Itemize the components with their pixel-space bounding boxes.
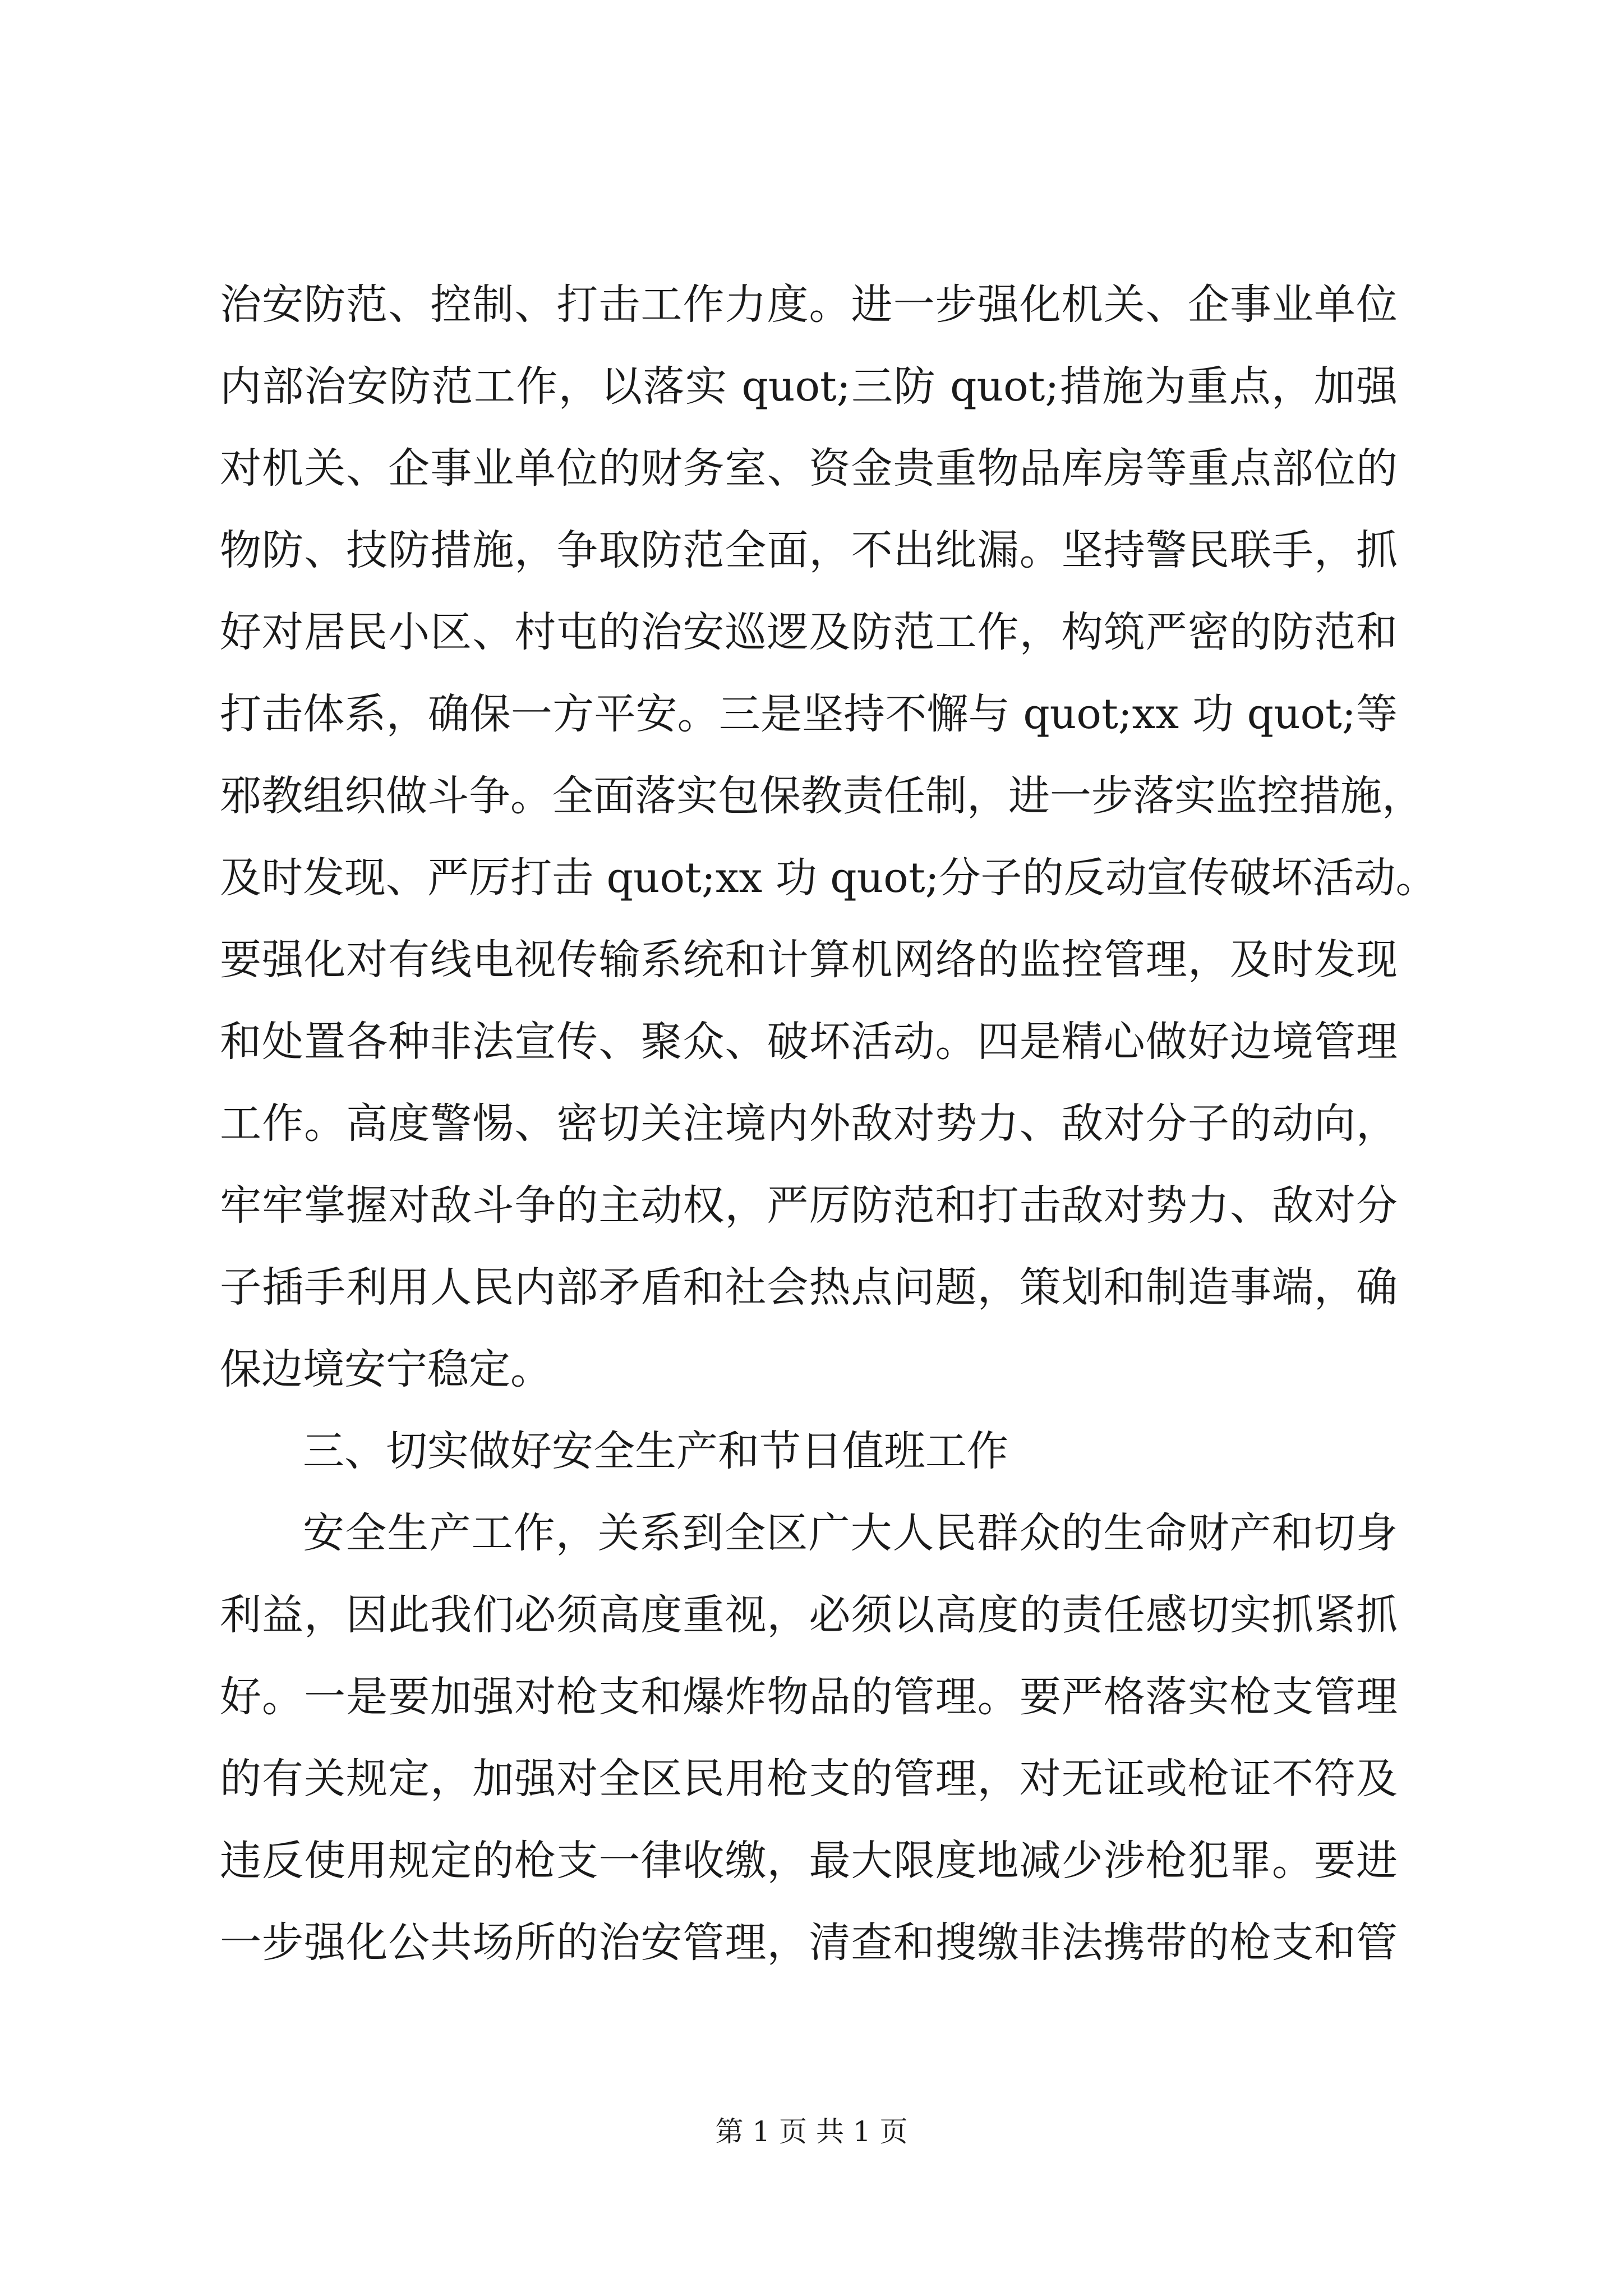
- text-line: 的有关规定，加强对全区民用枪支的管理，对无证或枪证不符及: [220, 1755, 1398, 1803]
- text-line: 子插手利用人民内部矛盾和社会热点问题，策划和制造事端，确: [220, 1263, 1398, 1312]
- text-line: 违反使用规定的枪支一律收缴，最大限度地减少涉枪犯罪。要进: [220, 1837, 1398, 1885]
- text-line: 对机关、企事业单位的财务室、资金贵重物品库房等重点部位的: [220, 444, 1398, 493]
- section-heading: 三、切实做好安全生产和节日值班工作: [303, 1427, 1008, 1475]
- text-line: 及时发现、严厉打击 quot;xx 功 quot;分子的反动宣传破坏活动。: [220, 854, 1437, 902]
- text-line: 好。一是要加强对枪支和爆炸物品的管理。要严格落实枪支管理: [220, 1673, 1398, 1721]
- text-line: 内部治安防范工作，以落实 quot;三防 quot;措施为重点，加强: [220, 362, 1398, 411]
- text-line: 打击体系，确保一方平安。三是坚持不懈与 quot;xx 功 quot;等: [220, 690, 1398, 738]
- text-line: 利益，因此我们必须高度重视，必须以高度的责任感切实抓紧抓: [220, 1591, 1398, 1639]
- text-line: 牢牢掌握对敌斗争的主动权，严厉防范和打击敌对势力、敌对分: [220, 1181, 1398, 1230]
- text-line: 物防、技防措施，争取防范全面，不出纰漏。坚持警民联手，抓: [220, 526, 1398, 574]
- body-text: [220, 264, 1437, 1984]
- text-line: 治安防范、控制、打击工作力度。进一步强化机关、企事业单位: [220, 280, 1398, 329]
- text-line: 工作。高度警惕、密切关注境内外敌对势力、敌对分子的动向，: [220, 1099, 1398, 1148]
- text-line: 保边境安宁稳定。: [220, 1345, 552, 1393]
- text-line: 安全生产工作，关系到全区广大人民群众的生命财产和切身: [303, 1509, 1398, 1557]
- text-line: 一步强化公共场所的治安管理，清查和搜缴非法携带的枪支和管: [220, 1918, 1398, 1967]
- text-line: 和处置各种非法宣传、聚众、破坏活动。四是精心做好边境管理: [220, 1018, 1398, 1066]
- text-line: 要强化对有线电视传输系统和计算机网络的监控管理，及时发现: [220, 936, 1398, 984]
- text-line: 邪教组织做斗争。全面落实包保教责任制，进一步落实监控措施，: [220, 772, 1423, 820]
- page-footer: 第 1 页 共 1 页: [715, 2115, 908, 2148]
- text-line: 好对居民小区、村屯的治安巡逻及防范工作，构筑严密的防范和: [220, 608, 1398, 656]
